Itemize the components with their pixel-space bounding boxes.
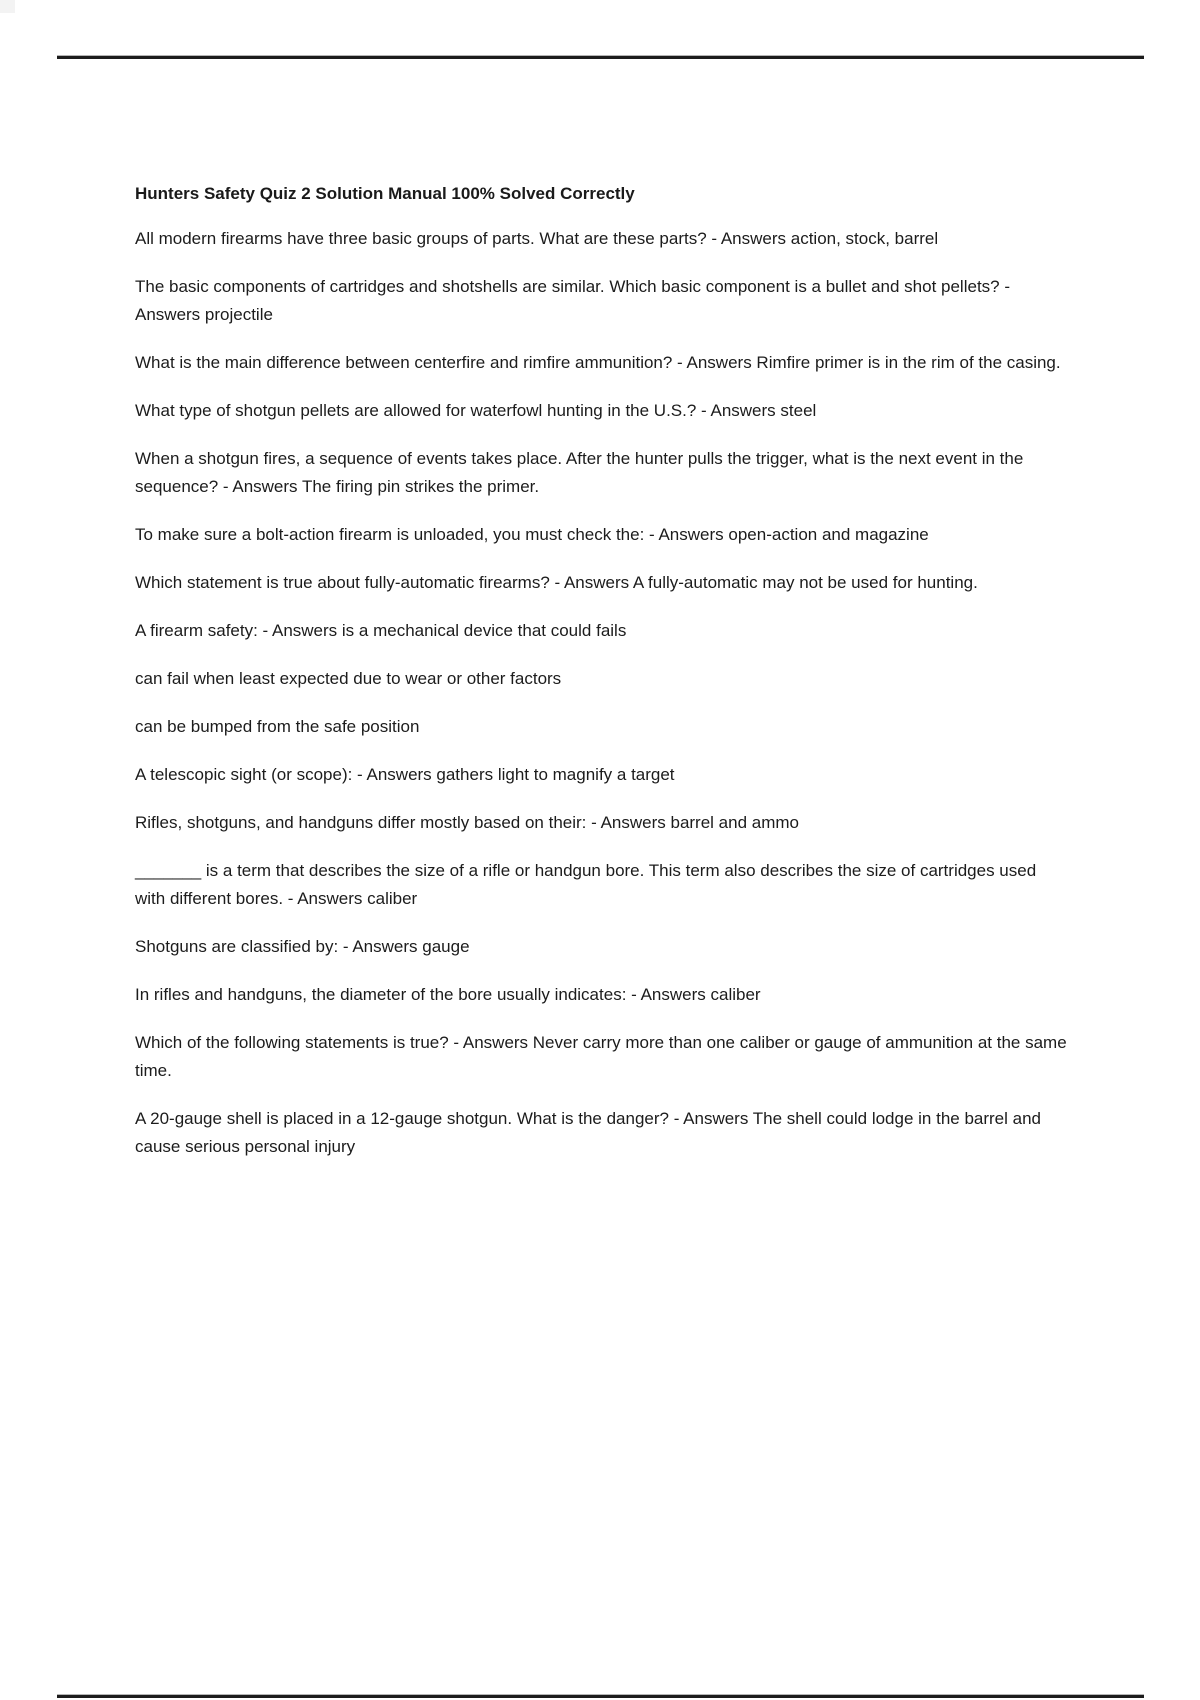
qa-paragraph: A telescopic sight (or scope): - Answers gathers light to magnify a target [135,765,675,784]
document-title: Hunters Safety Quiz 2 Solution Manual 100% Solved Correctly [135,184,635,203]
top-rule [57,55,1144,59]
qa-paragraph: All modern firearms have three basic groups of parts. What are these parts? - Answers action, stock, barrel [135,229,939,248]
qa-paragraph: Rifles, shotguns, and handguns differ mostly based on their: - Answers barrel and ammo [135,813,799,832]
qa-paragraph: In rifles and handguns, the diameter of the bore usually indicates: - Answers caliber [135,985,761,1004]
qa-paragraph: To make sure a bolt-action firearm is unloaded, you must check the: - Answers open-action and magazine [135,525,929,544]
bottom-rule [57,1694,1144,1698]
qa-paragraph: What type of shotgun pellets are allowed for waterfowl hunting in the U.S.? - Answers steel [135,401,817,420]
qa-paragraph: can fail when least expected due to wear or other factors [135,669,562,688]
qa-paragraph: Which statement is true about fully-automatic firearms? - Answers A fully-automatic may not be used for hunting. [135,573,978,592]
qa-paragraph: When a shotgun fires, a sequence of events takes place. After the hunter pulls the trigger, what is the next event in the sequence? - Answers The firing pin strikes the primer. [135,449,1024,496]
qa-paragraph: can be bumped from the safe position [135,717,420,736]
qa-paragraph: A 20-gauge shell is placed in a 12-gauge shotgun. What is the danger? - Answers The shell could lodge in the barrel and cause serious personal injury [135,1109,1041,1156]
document-content [135,180,1067,1181]
qa-paragraph: A firearm safety: - Answers is a mechanical device that could fails [135,621,627,640]
qa-paragraph: Shotguns are classified by: - Answers gauge [135,937,470,956]
corner-artifact [0,0,15,13]
qa-paragraph: The basic components of cartridges and shotshells are similar. Which basic component is a bullet and shot pellets? - Answers projectile [135,277,1011,324]
qa-paragraph: What is the main difference between centerfire and rimfire ammunition? - Answers Rimfire primer is in the rim of the casing. [135,353,1061,372]
qa-paragraph: Which of the following statements is true? - Answers Never carry more than one caliber or gauge of ammunition at the same time. [135,1033,1067,1080]
qa-paragraph: _______ is a term that describes the size of a rifle or handgun bore. This term also describes the size of cartridges used with different bores. - Answers caliber [135,861,1037,908]
